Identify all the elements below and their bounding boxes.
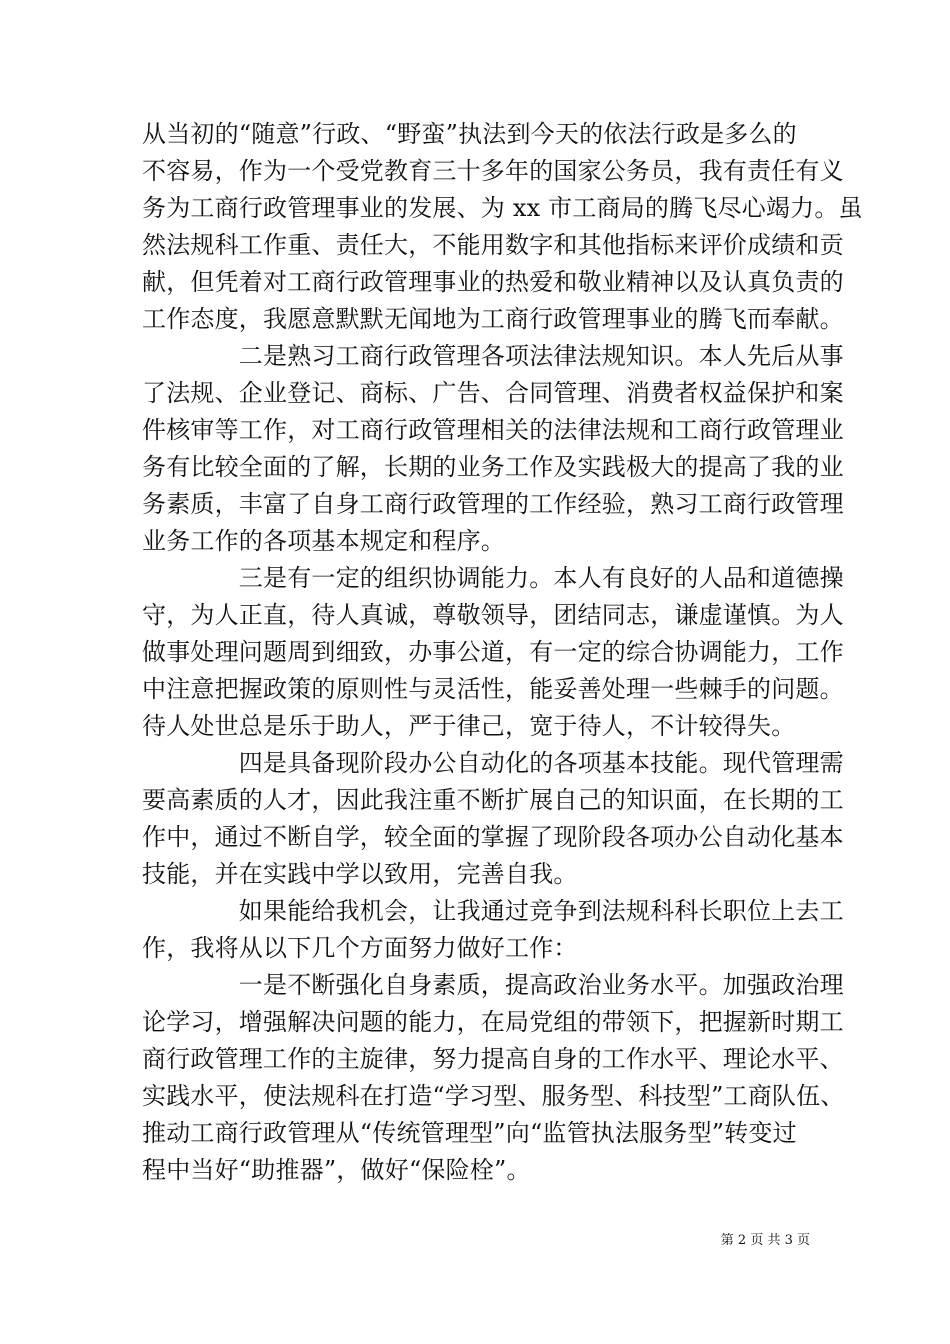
body-line: 四是具备现阶段办公自动化的各项基本技能。现代管理需 <box>142 749 844 777</box>
body-line: 如果能给我机会，让我通过竞争到法规科科长职位上去工 <box>142 897 844 925</box>
body-line: 一是不断强化自身素质，提高政治业务水平。加强政治理 <box>142 971 844 999</box>
body-line: 业务工作的各项基本规定和程序。 <box>142 527 505 555</box>
page-number-footer: 第 2 页 共 3 页 <box>720 1233 810 1248</box>
body-line: 不容易，作为一个受党教育三十多年的国家公务员，我有责任有义 <box>142 157 844 185</box>
body-line: 中注意把握政策的原则性与灵活性，能妥善处理一些棘手的问题。 <box>142 675 844 703</box>
body-line: 作中，通过不断自学，较全面的掌握了现阶段各项办公自动化基本 <box>142 823 844 851</box>
body-line: 待人处世总是乐于助人，严于律己，宽于待人，不计较得失。 <box>142 712 796 740</box>
body-line: 推动工商行政管理从“传统管理型”向“监管执法服务型”转变过 <box>142 1119 797 1147</box>
body-line: 从当初的“随意”行政、“野蛮”执法到今天的依法行政是多么的 <box>142 120 797 148</box>
body-line: 技能，并在实践中学以致用，完善自我。 <box>142 860 578 888</box>
body-line: 务为工商行政管理事业的发展、为 xx 市工商局的腾飞尽心竭力。虽 <box>142 194 863 222</box>
body-line: 要高素质的人才，因此我注重不断扩展自己的知识面，在长期的工 <box>142 786 844 814</box>
body-line: 作，我将从以下几个方面努力做好工作： <box>142 934 578 962</box>
body-line: 做事处理问题周到细致，办事公道，有一定的综合协调能力，工作 <box>142 638 844 666</box>
body-line: 件核审等工作，对工商行政管理相关的法律法规和工商行政管理业 <box>142 416 844 444</box>
body-line: 二是熟习工商行政管理各项法律法规知识。本人先后从事 <box>142 342 844 370</box>
body-line: 程中当好“助推器”，做好“保险栓”。 <box>142 1156 531 1184</box>
body-line: 务有比较全面的了解，长期的业务工作及实践极大的提高了我的业 <box>142 453 844 481</box>
body-line: 论学习，增强解决问题的能力，在局党组的带领下，把握新时期工 <box>142 1008 844 1036</box>
body-line: 工作态度，我愿意默默无闻地为工商行政管理事业的腾飞而奉献。 <box>142 305 844 333</box>
body-line: 献，但凭着对工商行政管理事业的热爱和敬业精神以及认真负责的 <box>142 268 844 296</box>
body-line: 了法规、企业登记、商标、广告、合同管理、消费者权益保护和案 <box>142 379 844 407</box>
body-line: 三是有一定的组织协调能力。本人有良好的人品和道德操 <box>142 564 844 592</box>
body-line: 实践水平，使法规科在打造“学习型、服务型、科技型”工商队伍、 <box>142 1082 845 1110</box>
body-line: 商行政管理工作的主旋律，努力提高自身的工作水平、理论水平、 <box>142 1045 844 1073</box>
body-line: 守，为人正直，待人真诚，尊敬领导，团结同志，谦虚谨慎。为人 <box>142 601 844 629</box>
body-line: 然法规科工作重、责任大，不能用数字和其他指标来评价成绩和贡 <box>142 231 844 259</box>
body-line: 务素质，丰富了自身工商行政管理的工作经验，熟习工商行政管理 <box>142 490 844 518</box>
